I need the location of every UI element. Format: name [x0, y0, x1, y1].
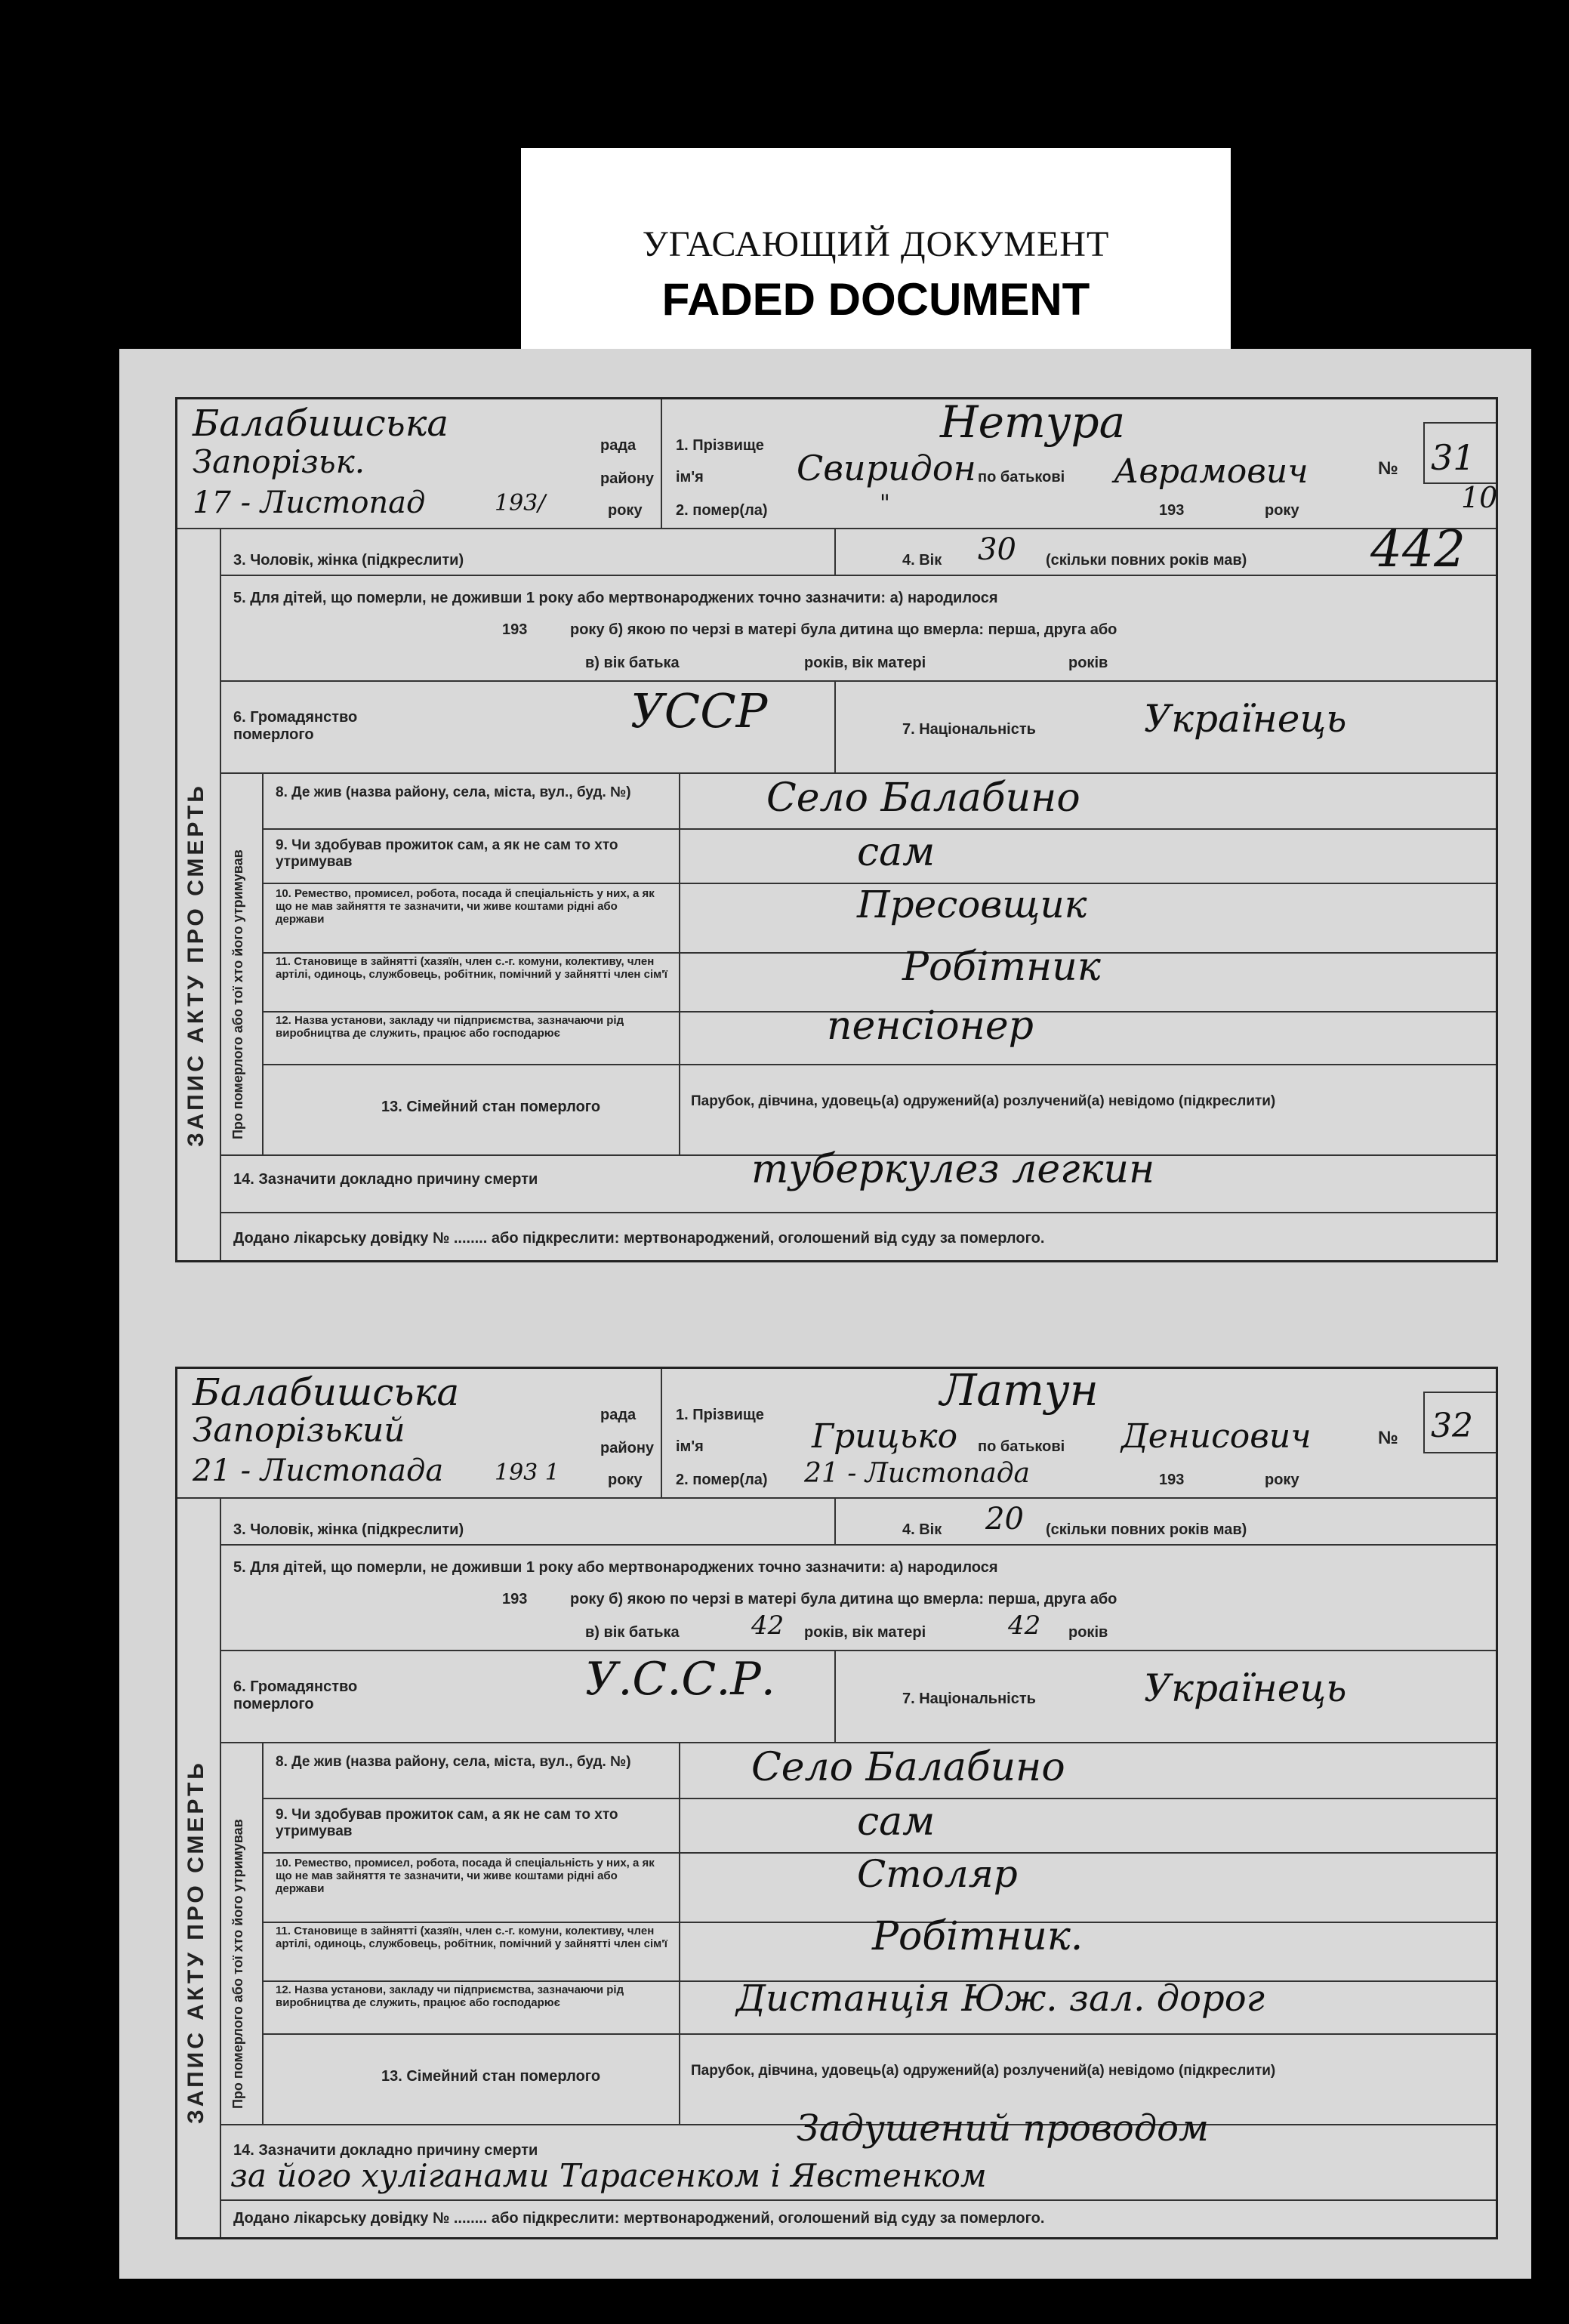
- label-russian: УГАСАЮЩИЙ ДОКУМЕНТ: [642, 224, 1110, 264]
- residence-value: Село Балабино: [766, 775, 1080, 821]
- cause-value: туберкулез легкин: [751, 1147, 1155, 1192]
- patronymic-value: Аврамович: [1114, 452, 1309, 491]
- died-rik-label: року: [1265, 1472, 1299, 1488]
- death-record-card-2: [175, 1364, 1498, 2239]
- number-label: №: [1378, 458, 1398, 479]
- year-value: 193 1: [495, 1459, 559, 1486]
- page-mark: 442: [1370, 520, 1466, 578]
- q13-label: 13. Сімейний стан померлого: [381, 2068, 601, 2085]
- rik-label: року: [608, 1472, 643, 1488]
- occupation-value: Пресовщик: [857, 883, 1087, 926]
- died-label: 2. помер(ла): [676, 1472, 768, 1488]
- surname-label: 1. Прізвище: [676, 1407, 764, 1423]
- number-extra: 10: [1461, 481, 1498, 514]
- died-year-label: 193: [1159, 502, 1185, 519]
- side-subtitle: Про померлого або тої хто його утримував: [230, 1819, 245, 2109]
- rada-label: рада: [600, 1407, 637, 1423]
- citizenship-label: 6. Громадянство померлого: [233, 709, 358, 743]
- children-year: 193: [502, 1591, 528, 1607]
- age-value: 30: [978, 532, 1016, 567]
- rada-value: Балабишська: [193, 1370, 460, 1414]
- children-line-3b: років, вік матері: [804, 655, 926, 671]
- q12-label: 12. Назва установи, закладу чи підприємства, зазначаючи рід виробництва де служить, працює або господарює: [276, 1014, 624, 1040]
- q8-label: 8. Де жив (назва району, села, міста, вул., буд. №): [276, 784, 631, 800]
- residence-value: Село Балабино: [751, 1745, 1065, 1790]
- name-label: ім'я: [676, 1438, 704, 1455]
- rik-label: року: [608, 502, 643, 519]
- label-english: FADED DOCUMENT: [661, 274, 1090, 325]
- number-value: 32: [1431, 1407, 1473, 1445]
- nationality-label: 7. Національність: [902, 721, 1036, 738]
- age-suffix: (скільки повних років мав): [1046, 1521, 1247, 1538]
- livelihood-value: сам: [857, 830, 936, 875]
- nationality-label: 7. Національність: [902, 1691, 1036, 1707]
- nationality-value: Українець: [1144, 697, 1347, 741]
- surname-value: Нетура: [940, 396, 1126, 448]
- children-line-3: в) вік батька: [585, 1624, 680, 1641]
- age-value: 20: [985, 1502, 1024, 1536]
- position-value: Робітник.: [872, 1914, 1084, 1959]
- footer-note: Додано лікарську довідку № ........ або підкреслити: мертвонароджений, оголошений від суду за померлого.: [233, 2210, 1045, 2227]
- surname-value: Латун: [940, 1364, 1099, 1416]
- father-age-value: 42: [751, 1610, 784, 1641]
- q10-label: 10. Ремество, промисел, робота, посада й спеціальність у них, а як що не мав зайняття те зазначити, чи живе коштами рідні або держави: [276, 887, 655, 926]
- nationality-value: Українець: [1144, 1666, 1347, 1710]
- age-suffix: (скільки повних років мав): [1046, 552, 1247, 569]
- name-value: Грицько: [812, 1417, 958, 1456]
- date-value: 21 - Листопада: [193, 1453, 444, 1488]
- workplace-value: Дистанція Юж. зал. дорог: [736, 1977, 1265, 2020]
- raion-label: району: [600, 470, 655, 487]
- q14-label: 14. Зазначити докладно причину смерти: [233, 2142, 538, 2159]
- occupation-value: Столяр: [857, 1852, 1018, 1896]
- workplace-value: пенсіонер: [827, 1003, 1034, 1049]
- q10-label: 10. Ремество, промисел, робота, посада й спеціальність у них, а як що не мав зайняття те зазначити, чи живе коштами рідні або держави: [276, 1857, 655, 1895]
- death-date-value: ": [880, 490, 890, 516]
- rada-value: Балабишська: [193, 402, 449, 445]
- q11-label: 11. Становище в зайнятті (хазяїн, член с.-г. комуни, колективу, член артілі, одиноць, службовець, робітник, помічний у зайнятті член сім'ї: [276, 955, 668, 981]
- children-line-1: 5. Для дітей, що померли, не доживши 1 року або мертвонароджених точно зазначити: а) народилося: [233, 590, 998, 606]
- q11-label: 11. Становище в зайнятті (хазяїн, член с.-г. комуни, колективу, член артілі, одиноць, службовець, робітник, помічний у зайнятті член сім'ї: [276, 1925, 668, 1950]
- date-value: 17 - Листопад: [193, 485, 426, 520]
- patronymic-label: по батькові: [978, 1438, 1065, 1455]
- q13-options: Парубок, дівчина, удовець(а) одружений(а) розлучений(а) невідомо (підкреслити): [691, 1093, 1276, 1109]
- q9-label: 9. Чи здобував прожиток сам, а як не сам то хто утримував: [276, 1807, 618, 1839]
- q12-label: 12. Назва установи, закладу чи підприємства, зазначаючи рід виробництва де служить, працює або господарює: [276, 1983, 624, 2009]
- raion-value: Запорізький: [193, 1411, 405, 1450]
- died-label: 2. помер(ла): [676, 502, 768, 519]
- name-label: ім'я: [676, 469, 704, 485]
- age-label: 4. Вік: [902, 552, 942, 569]
- children-line-1: 5. Для дітей, що померли, не доживши 1 року або мертвонароджених точно зазначити: а) народилося: [233, 1559, 998, 1576]
- died-year-label: 193: [1159, 1472, 1185, 1488]
- q13-options: Парубок, дівчина, удовець(а) одружений(а) розлучений(а) невідомо (підкреслити): [691, 2063, 1276, 2079]
- children-line-3: в) вік батька: [585, 655, 680, 671]
- cause-value-2: за його хуліганами Тарасенком і Явстенком: [230, 2157, 987, 2194]
- rada-label: рада: [600, 437, 637, 454]
- children-line-2: року б) якою по черзі в матері була дитина що вмерла: перша, друга або: [570, 621, 1117, 638]
- death-date-value: 21 - Листопада: [804, 1458, 1030, 1489]
- side-title: ЗАПИС АКТУ ПРО СМЕРТЬ: [183, 1760, 208, 2124]
- side-title: ЗАПИС АКТУ ПРО СМЕРТЬ: [183, 783, 208, 1147]
- number-value: 31: [1431, 437, 1475, 478]
- patronymic-value: Денисович: [1121, 1417, 1312, 1456]
- year-value: 193/: [495, 490, 546, 516]
- died-rik-label: року: [1265, 502, 1299, 519]
- sex-label: 3. Чоловік, жінка (підкреслити): [233, 1521, 464, 1538]
- q9-label: 9. Чи здобував прожиток сам, а як не сам то хто утримував: [276, 837, 618, 870]
- raion-value: Запорізьк.: [193, 443, 365, 480]
- citizenship-value: УССР: [630, 683, 768, 738]
- faded-document-label: [521, 148, 1231, 374]
- sex-label: 3. Чоловік, жінка (підкреслити): [233, 552, 464, 569]
- citizenship-label: 6. Громадянство померлого: [233, 1678, 358, 1712]
- children-line-2: року б) якою по черзі в матері була дитина що вмерла: перша, друга або: [570, 1591, 1117, 1607]
- patronymic-label: по батькові: [978, 469, 1065, 485]
- age-label: 4. Вік: [902, 1521, 942, 1538]
- livelihood-value: сам: [857, 1799, 936, 1845]
- children-year: 193: [502, 621, 528, 638]
- number-label: №: [1378, 1428, 1398, 1448]
- q14-label: 14. Зазначити докладно причину смерти: [233, 1171, 538, 1188]
- raion-label: району: [600, 1440, 655, 1456]
- children-line-3c: років: [1068, 655, 1108, 671]
- name-value: Свиридон: [797, 448, 976, 489]
- position-value: Робітник: [902, 945, 1101, 990]
- surname-label: 1. Прізвище: [676, 437, 764, 454]
- children-line-3c: років: [1068, 1624, 1108, 1641]
- footer-note: Додано лікарську довідку № ........ або підкреслити: мертвонароджений, оголошений від суду за померлого.: [233, 1230, 1045, 1247]
- side-subtitle: Про померлого або тої хто його утримував: [230, 849, 245, 1139]
- cause-value: Задушений проводом: [797, 2107, 1209, 2150]
- q8-label: 8. Де жив (назва району, села, міста, вул., буд. №): [276, 1754, 631, 1770]
- mother-age-value: 42: [1008, 1610, 1041, 1641]
- children-line-3b: років, вік матері: [804, 1624, 926, 1641]
- q13-label: 13. Сімейний стан померлого: [381, 1099, 601, 1115]
- death-record-card-1: [175, 397, 1498, 1262]
- citizenship-value: У.С.С.Р.: [585, 1653, 775, 1706]
